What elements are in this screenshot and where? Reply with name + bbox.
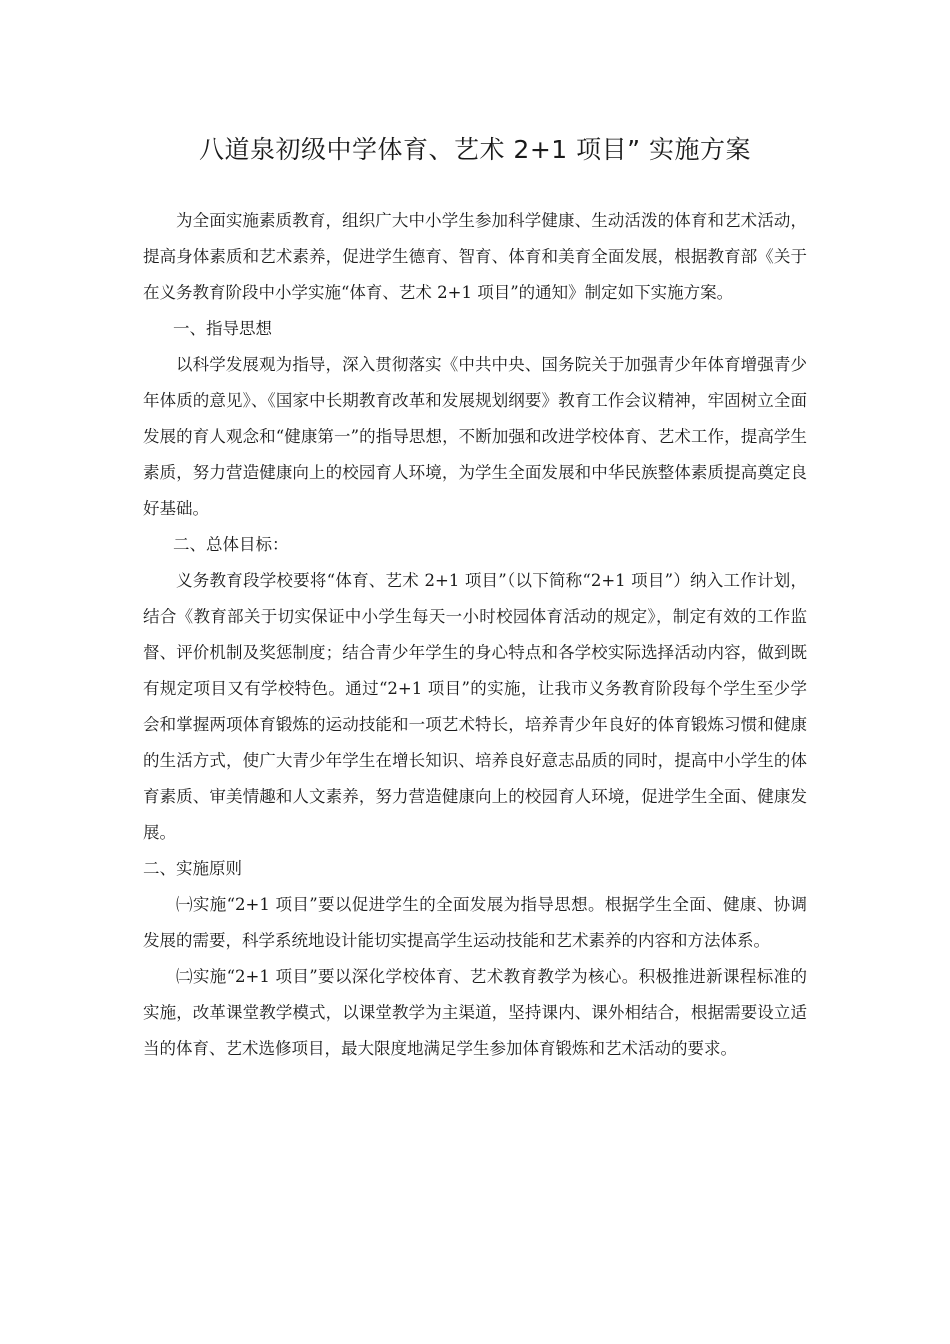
overall-goal-paragraph: 义务教育段学校要将“体育、艺术 2+1 项目”（以下简称“2+1 项目”）纳入工作计划，结合《教育部关于切实保证中小学生每天一小时校园体育活动的规定》，制定有效的工作监督、评价机制及奖惩制度；结合青少年学生的身心特点和各学校实际选择活动内容，做到既有规定项目又有学校特色。通过“2+1 项目”的实施，让我市义务教育阶段每个学生至少学会和掌握两项体育锻炼的运动技能和一项艺术特长，培养青少年良好的体育锻炼习惯和健康的生活方式，使广大青少年学生在增长知识、培养良好意志品质的同时，提高中小学生的体育素质、审美情趣和人文素养，努力营造健康向上的校园育人环境，促进学生全面、健康发展。	[143, 571, 807, 842]
principle-paragraph-2: ㈡实施“2+1 项目”要以深化学校体育、艺术教育教学为核心。积极推进新课程标准的实施，改革课堂教学模式，以课堂教学为主渠道，坚持课内、课外相结合，根据需要设立适当的体育、艺术选修项目，最大限度地满足学生参加体育锻炼和艺术活动的要求。	[143, 967, 807, 1058]
section-heading-guiding-ideology: 一、指导思想	[173, 319, 272, 338]
guiding-ideology-paragraph: 以科学发展观为指导，深入贯彻落实《中共中央、国务院关于加强青少年体育增强青少年体质的意见》、《国家中长期教育改革和发展规划纲要》教育工作会议精神，牢固树立全面发展的育人观念和“健康第一”的指导思想，不断加强和改进学校体育、艺术工作，提高学生素质，努力营造健康向上的校园育人环境，为学生全面发展和中华民族整体素质提高奠定良好基础。	[143, 355, 807, 518]
intro-paragraph: 为全面实施素质教育，组织广大中小学生参加科学健康、生动活泼的体育和艺术活动，提高身体素质和艺术素养，促进学生德育、智育、体育和美育全面发展，根据教育部《关于在义务教育阶段中小学实施“体育、艺术 2+1 项目”的通知》制定如下实施方案。	[143, 211, 807, 302]
document-body	[143, 203, 807, 1067]
section-heading-principles: 二、实施原则	[143, 859, 242, 878]
document-title: 八道泉初级中学体育、艺术 2+1 项目” 实施方案	[198, 135, 752, 164]
principle-paragraph-1: ㈠实施“2+1 项目”要以促进学生的全面发展为指导思想。根据学生全面、健康、协调发展的需要，科学系统地设计能切实提高学生运动技能和艺术素养的内容和方法体系。	[143, 895, 807, 950]
section-heading-overall-goal: 二、总体目标：	[173, 535, 289, 554]
